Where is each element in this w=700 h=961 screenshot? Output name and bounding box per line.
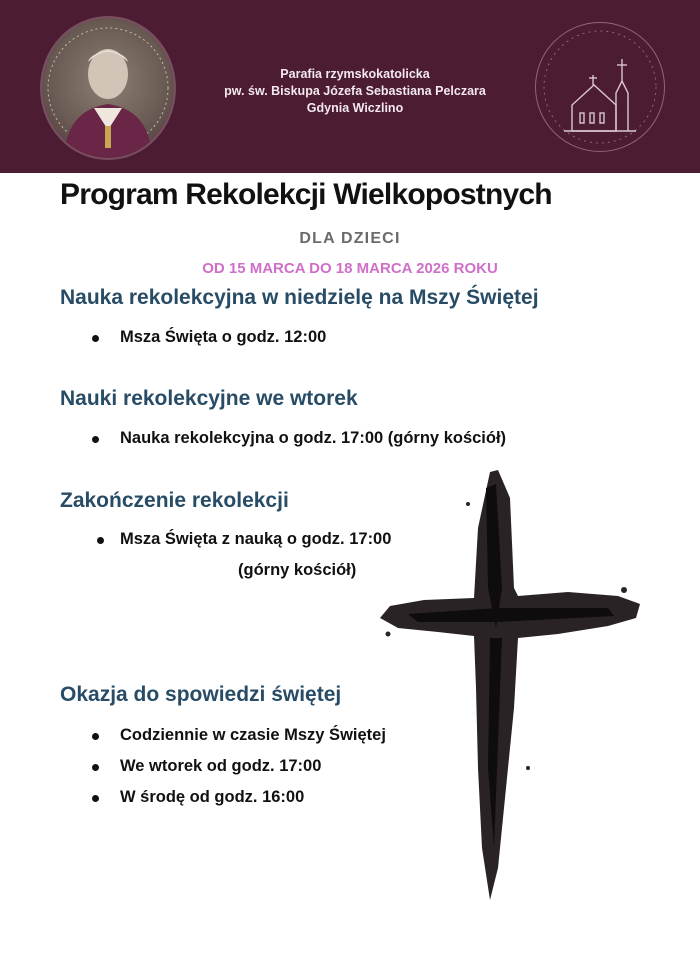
page-title: Program Rekolekcji Wielkopostnych [60,178,552,211]
parish-line-2: pw. św. Biskupa Józefa Sebastiana Pelczara [224,84,486,98]
list-item: We wtorek od godz. 17:00 [120,757,322,775]
parish-name [200,66,510,117]
parish-line-1: Parafia rzymskokatolicka [280,67,430,81]
section-heading-tuesday: Nauki rekolekcyjne we wtorek [60,387,358,410]
bishop-portrait-medallion [40,16,176,160]
bullet-icon [92,733,99,740]
audience-subtitle: DLA DZIECI [299,230,401,247]
bullet-icon [92,764,99,771]
header-banner [0,0,700,173]
ash-cross-icon [378,468,648,908]
list-item: Msza Święta o godz. 12:00 [120,328,327,346]
parish-line-3: Gdynia Wiczlino [306,101,404,115]
date-range: OD 15 MARCA DO 18 MARCA 2026 ROKU [202,260,498,277]
section-heading-sunday: Nauka rekolekcyjna w niedzielę na Mszy Świętej [60,286,539,309]
church-seal-icon [535,22,665,152]
list-item: Nauka rekolekcyjna o godz. 17:00 (górny kościół) [120,429,507,447]
bullet-icon [97,537,104,544]
bullet-icon [92,335,99,342]
section-heading-confession: Okazja do spowiedzi świętej [60,683,342,706]
list-item: Msza Święta z nauką o godz. 17:00 [120,530,392,548]
list-item: W środę od godz. 16:00 [120,788,305,806]
section-heading-closing: Zakończenie rekolekcji [60,489,289,512]
list-item-continuation: (górny kościół) [238,561,357,579]
bullet-icon [92,436,99,443]
bullet-icon [92,795,99,802]
list-item: Codziennie w czasie Mszy Świętej [120,726,386,744]
